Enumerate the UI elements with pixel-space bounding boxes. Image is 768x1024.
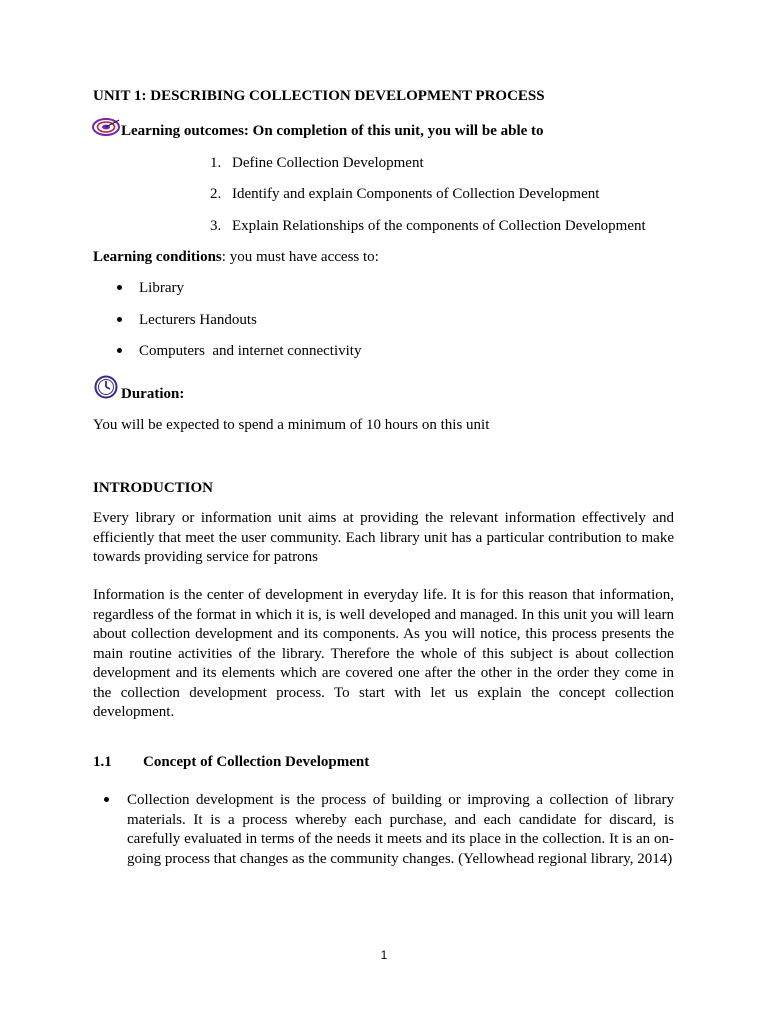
list-item: Computers and internet connectivity — [139, 343, 362, 359]
list-item: Lecturers Handouts — [139, 312, 257, 328]
unit-title: UNIT 1: DESCRIBING COLLECTION DEVELOPMENT PROCESS — [93, 88, 545, 104]
learning-conditions-line — [93, 248, 379, 266]
bullet-icon — [117, 317, 122, 322]
list-item: Explain Relationships of the components of Collection Development — [232, 218, 646, 234]
section-bullet-paragraph: Collection development is the process of building or improving a collection of library materials. It is a process whereby each purchase, and each candidate for discard, is carefully evaluated in terms of the needs it meets and its place in the collection. It is an on-going process that changes as the community changes. (Yellowhead regional library, 2014) — [127, 792, 674, 867]
learning-outcomes-heading: Learning outcomes: On completion of this unit, you will be able to — [121, 123, 544, 139]
bullet-icon — [104, 797, 109, 802]
introduction-paragraph-1: Every library or information unit aims at providing the relevant information effectively and efficiently that meet the user community. Each library unit has a particular contribution to make towards providing service for patrons — [93, 510, 674, 565]
target-icon — [92, 117, 122, 137]
bullet-icon — [117, 348, 122, 353]
clock-icon — [94, 375, 120, 401]
list-item-number: 1. — [210, 155, 222, 171]
section-title: Concept of Collection Development — [143, 754, 370, 770]
learning-conditions-text: : you must have access to: — [221, 249, 379, 265]
list-item: Define Collection Development — [232, 155, 424, 171]
duration-text: You will be expected to spend a minimum of 10 hours on this unit — [93, 417, 490, 433]
introduction-heading: INTRODUCTION — [93, 480, 214, 496]
list-item-number: 3. — [210, 218, 222, 234]
page-number: 1 — [380, 948, 388, 962]
list-item: Library — [139, 280, 184, 296]
list-item: Identify and explain Components of Collection Development — [232, 186, 600, 202]
introduction-paragraph-2: Information is the center of development in everyday life. It is for this reason that information, regardless of the format in which it is, is well developed and managed. In this unit you will learn about collection development and its components. As you will notice, this process presents the main routine activities of the library. Therefore the whole of this subject is about collection development and its elements which are covered one after the other in the order they come in the collection development process. To start with let us explain the concept collection development. — [93, 587, 674, 720]
learning-conditions-label: Learning conditions — [93, 249, 222, 265]
bullet-icon — [117, 285, 122, 290]
section-number: 1.1 — [93, 754, 112, 770]
duration-heading: Duration: — [121, 386, 185, 402]
list-item-number: 2. — [210, 186, 222, 202]
